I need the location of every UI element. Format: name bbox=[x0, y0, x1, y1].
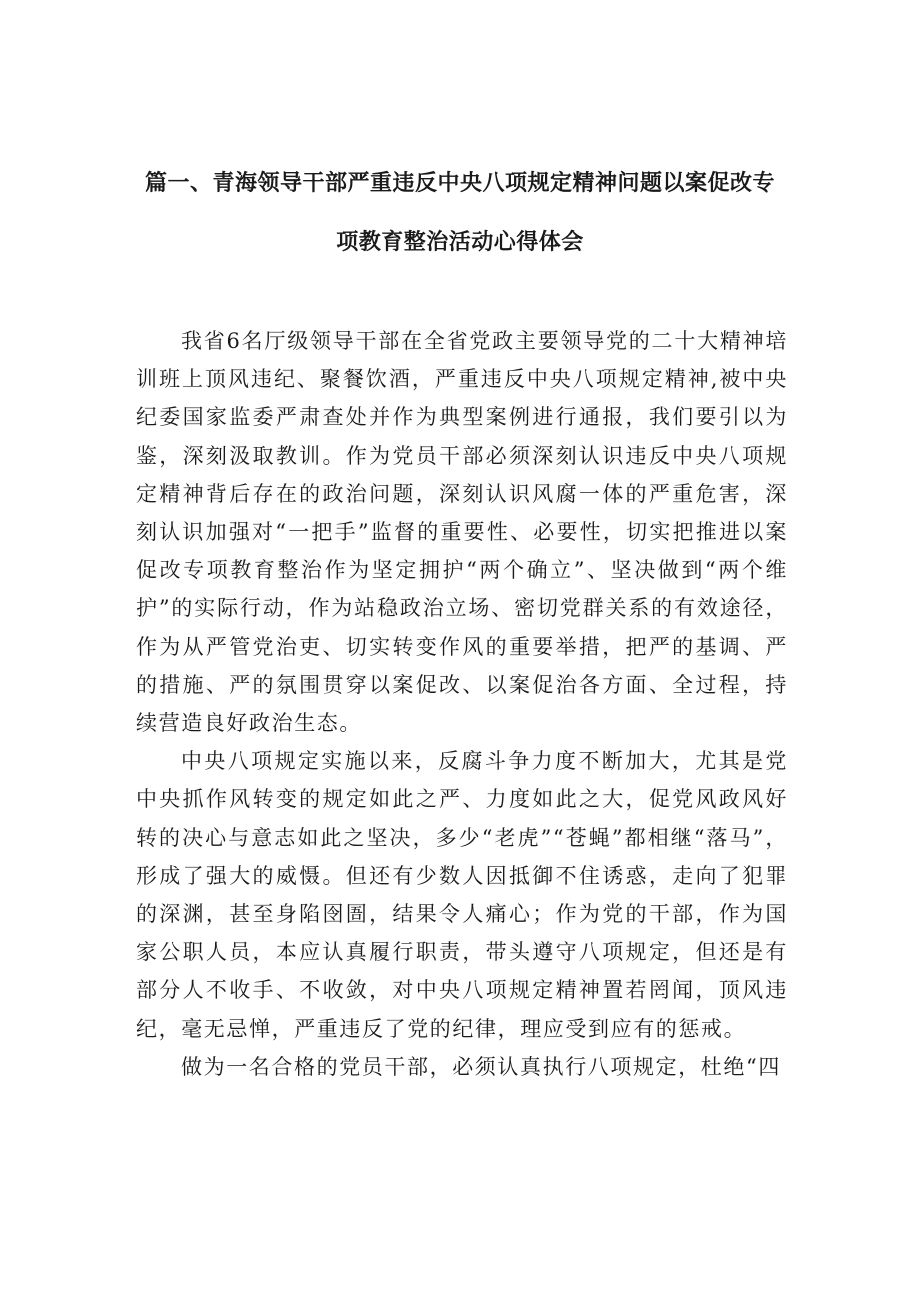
document-title-line-1: 篇一、青海领导干部严重违反中央八项规定精神问题以案促改专 bbox=[144, 171, 775, 196]
paragraph-3: 做为一名合格的党员干部，必须认真执行八项规定，杜绝“四 bbox=[181, 1054, 781, 1079]
document-body bbox=[136, 322, 788, 1086]
document-title-line-2: 项教育整治活动心得体会 bbox=[336, 230, 584, 255]
paragraph-2: 中央八项规定实施以来，反腐斗争力度不断加大，尤其是党中央抓作风转变的规定如此之严、力度如此之大，促党风政风好转的决心与意志如此之坚决，多少“老虎”“苍蝇”都相继“落马”，形成了强大的威慑。但还有少数人因抵御不住诱惑，走向了犯罪的深渊，甚至身陷囹圄，结果令人痛心；作为党的干部，作为国家公职人员，本应认真履行职责，带头遵守八项规定，但还是有部分人不收手、不收敛，对中央八项规定精神置若罔闻，顶风违纪，毫无忌惮，严重违反了党的纪律，理应受到应有的惩戒。 bbox=[136, 749, 788, 1041]
paragraph-1: 我省6名厅级领导干部在全省党政主要领导党的二十大精神培训班上顶风违纪、聚餐饮酒，严重违反中央八项规定精神,被中央纪委国家监委严肃查处并作为典型案例进行通报，我们要引以为鉴，深刻汲取教训。作为党员干部必须深刻认识违反中央八项规定精神背后存在的政治问题，深刻认识风腐一体的严重危害，深刻认识加强对“一把手”监督的重要性、必要性，切实把推进以案促改专项教育整治作为坚定拥护“两个确立”、坚决做到“两个维护”的实际行动，作为站稳政治立场、密切党群关系的有效途径，作为从严管党治吏、切实转变作风的重要举措，把严的基调、严的措施、严的氛围贯穿以案促改、以案促治各方面、全过程，持续营造良好政治生态。 bbox=[136, 329, 788, 736]
